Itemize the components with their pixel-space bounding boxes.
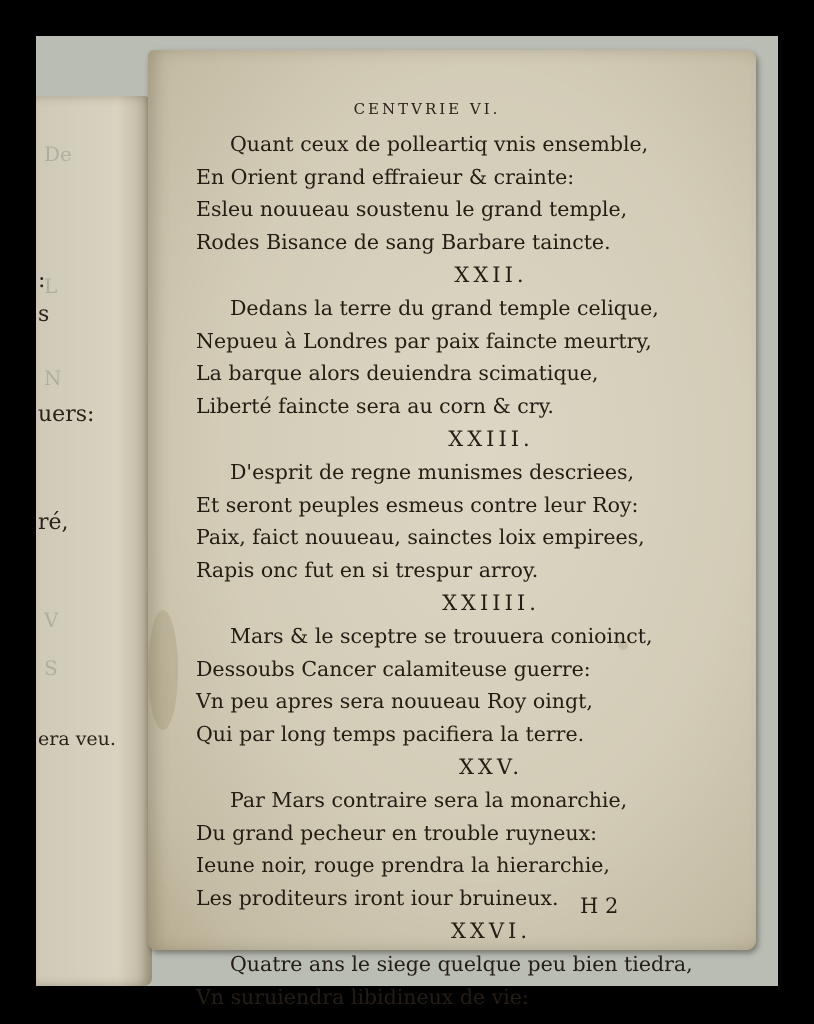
verse-line: D'esprit de regne munismes descriees, <box>230 460 635 484</box>
quatrain <box>196 258 756 422</box>
quatrain <box>196 586 756 750</box>
quatrain <box>196 422 756 586</box>
verse-line: Paix, faict nouueau, sainctes loix empirees, <box>196 525 645 549</box>
quatrain-number: XXVI. <box>450 919 532 943</box>
quatrain-number: XXIIII. <box>442 591 540 615</box>
quatrain-number: XXV. <box>458 755 524 779</box>
left-fragment: era veu. <box>38 728 116 750</box>
verse-line: Nepueu à Londres par paix faincte meurtry, <box>196 328 652 353</box>
verse-line: Qui par long temps pacifiera la terre. <box>196 721 585 746</box>
quatrain <box>196 750 756 914</box>
verse-line: Du grand pecheur en trouble ruyneux: <box>196 820 598 845</box>
verse-text <box>196 128 756 1013</box>
verse-line: Esleu nouueau soustenu le grand temple, <box>196 197 628 221</box>
verse-line: La barque alors deuiendra scimatique, <box>196 361 599 385</box>
verse-line: Quatre ans le siege quelque peu bien tiedra, <box>230 952 693 976</box>
verse-line: Rodes Bisance de sang Barbare taincte. <box>196 229 611 254</box>
left-fragment: uers: <box>38 402 95 427</box>
verse-line: Rapis onc fut en si trespur arroy. <box>196 557 539 582</box>
verse-line: Vn peu apres sera nouueau Roy oingt, <box>196 689 593 713</box>
verse-line: Quant ceux de polleartiq vnis ensemble, <box>230 132 649 156</box>
left-fragment: : <box>38 268 46 293</box>
verse-line: Ieune noir, rouge prendra la hierarchie, <box>196 853 610 877</box>
folio-signature: H 2 <box>580 894 619 918</box>
quatrain <box>196 128 756 258</box>
verse-line: Et seront peuples esmeus contre leur Roy: <box>196 492 639 517</box>
left-fragment: ré, <box>38 510 69 535</box>
verse-line: Dedans la terre du grand temple celique, <box>230 296 659 320</box>
running-head: CENTVRIE VI. <box>353 100 501 118</box>
verse-line: Mars & le sceptre se trouuera conioinct, <box>230 624 653 648</box>
left-page: De L N V S : s uers: ré, era veu. <box>36 96 152 986</box>
quatrain <box>196 914 756 1013</box>
book-photo <box>36 36 778 1009</box>
verse-line: Par Mars contraire sera la monarchie, <box>230 788 628 812</box>
verse-line: Liberté faincte sera au corn & cry. <box>196 393 554 418</box>
quatrain-number: XXII. <box>454 263 528 287</box>
verse-line: En Orient grand effraieur & crainte: <box>196 164 575 189</box>
left-fragment: s <box>38 302 50 327</box>
verse-line: Dessoubs Cancer calamiteuse guerre: <box>196 656 591 681</box>
quatrain-number: XXIII. <box>448 427 534 451</box>
verse-line: Vn suruiendra libidineux de vie: <box>196 984 529 1009</box>
verse-line: Les proditeurs iront iour bruineux. <box>196 885 559 910</box>
